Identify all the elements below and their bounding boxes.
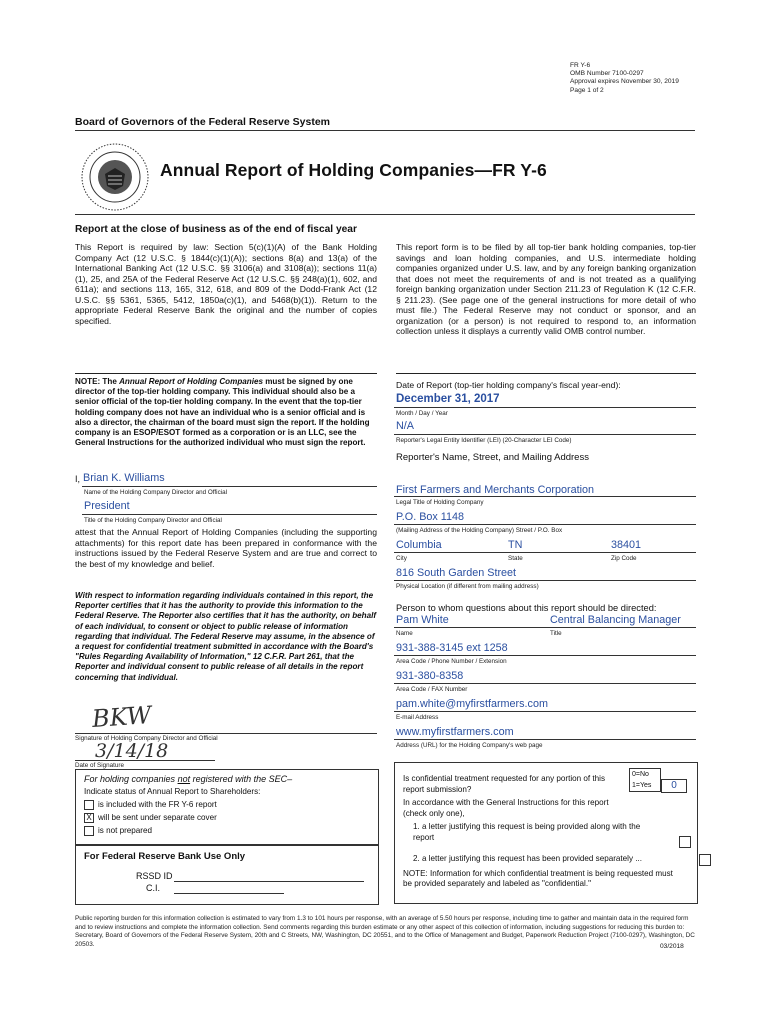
contact-name-field[interactable]: Pam White: [396, 614, 449, 626]
rssd-label: RSSD ID: [136, 871, 173, 881]
phone-field[interactable]: 931-388-3145 ext 1258: [396, 642, 508, 654]
divider: [75, 373, 377, 374]
intro-right-text: This report form is to be filed by all top-tier bank holding companies, top-tier savings and loan holding companies, and U.S. intermediate holding companies organized under U.S. law, and by any foreign banking organization that does not meet the requirements of and is not treated as a qualifying foreign banking organization under Section 211.23 of Regulation K (12 C.F.R. § 211.23). (See page one of the general instructions for more detail of who must file.) The Federal Reserve may not conduct or sponsor, and an organization (or a person) is not required to respond to, an information collection unless it displays a currently valid OMB control number.: [396, 242, 696, 336]
page-title: Annual Report of Holding Companies—FR Y-6: [160, 160, 547, 180]
date-of-signature-label: Date of Signature: [75, 762, 125, 769]
contact-heading: Person to whom questions about this report should be directed:: [396, 603, 657, 613]
report-heading: Report at the close of business as of the end of fiscal year: [75, 224, 357, 235]
website-label: Address (URL) for the Holding Company's web page: [396, 742, 543, 749]
frb-use-box: [75, 845, 379, 905]
consent-text: With respect to information regarding individuals contained in this report, the Reporter certifies that it has the authority to provide this information to the Federal Reserve. The Reporter also certifies that it has the authority, on behalf of each individual, to consent or object to public release of information regarding that individual. The Federal Reserve may assume, in the absence of a request for confidential treatment submitted in accordance with the Board's "Rules Regarding Availability of Information," 12 C.F.R. Part 261, that the Reporter and individual consent to public release of all details in the report concerning that individual.: [75, 591, 377, 682]
field-line: [394, 683, 696, 684]
lei-label: Reporter's Legal Entity Identifier (LEI) (20-Character LEI Code): [396, 437, 572, 444]
city-field[interactable]: Columbia: [396, 539, 442, 551]
email-label: E-mail Address: [396, 714, 439, 721]
field-line: [394, 407, 696, 408]
zip-field[interactable]: 38401: [611, 539, 642, 551]
field-line: [394, 711, 696, 712]
ci-label: C.I.: [146, 883, 161, 893]
federal-reserve-seal-icon: [80, 142, 150, 212]
field-line: [394, 434, 696, 435]
approval-expiry: Approval expires November 30, 2019: [570, 78, 679, 86]
contact-name-label: Name: [396, 630, 413, 637]
field-line: [394, 739, 696, 740]
contact-title-field[interactable]: Central Balancing Manager: [550, 614, 681, 626]
checkbox-icon[interactable]: [84, 826, 94, 836]
field-line: [82, 514, 377, 515]
signature-date[interactable]: 3/14/18: [95, 740, 169, 762]
burden-statement: Public reporting burden for this information collection is estimated to vary from 1.3 to 101 hours per response, with an average of 5.50 hours per response, including time to gather and maintain data in the required form and to review instructions and complete the information collection. Send comments regarding this burden estimate or any other aspect of this collection of information, including suggestions for reducing this burden to: Secretary, Board of Governors of the Federal Reserve System, 20th and C Streets, NW, Washington, DC 20551, and to the Office of Management and Budget, Paperwork Reduction Project (7100-0297), Washington, DC 20503.: [75, 915, 695, 948]
attestation-text: attest that the Annual Report of Holding Companies (including the supporting attachments) for this report date has been prepared in conformance with the instructions issued by the Federal Reserve System and are true and correct to the best of my knowledge and belief.: [75, 527, 377, 569]
sec-subheading: Indicate status of Annual Report to Shareholders:: [84, 787, 261, 796]
field-line: [394, 496, 696, 497]
i-prefix: I,: [75, 474, 81, 484]
fax-field[interactable]: 931-380-8358: [396, 670, 464, 682]
form-date: 03/2018: [660, 943, 684, 950]
confidential-note: NOTE: Information for which confidential treatment is being requested must be provided separately and labeled as "confidential.": [403, 869, 673, 888]
confidential-answer-field[interactable]: 0: [661, 779, 687, 793]
field-line: [394, 524, 696, 525]
divider: [75, 130, 695, 131]
director-title-label: Title of the Holding Company Director and Official: [84, 517, 222, 524]
confidential-option-1: 1. a letter justifying this request is being provided along with the report: [413, 822, 641, 842]
city-label: City: [396, 555, 407, 562]
director-name-field[interactable]: Brian K. Williams: [83, 472, 165, 484]
field-line: [75, 733, 377, 734]
date-of-report-heading: Date of Report (top-tier holding company's fiscal year-end):: [396, 380, 621, 390]
sec-option-separate[interactable]: X will be sent under separate cover: [84, 812, 217, 823]
website-field[interactable]: www.myfirstfarmers.com: [396, 726, 514, 738]
signature-label: Signature of Holding Company Director and Official: [75, 735, 218, 742]
director-name-label: Name of the Holding Company Director and Official: [84, 489, 228, 496]
answer-legend: 0=No 1=Yes: [629, 768, 661, 792]
checkbox-icon[interactable]: [84, 800, 94, 810]
physical-location-label: Physical Location (if different from mailing address): [396, 583, 539, 590]
sec-heading: For holding companies not registered with the SEC–: [84, 774, 293, 784]
field-line: [394, 655, 696, 656]
po-box-field[interactable]: P.O. Box 1148: [396, 511, 465, 523]
form-id: FR Y-6: [570, 62, 591, 69]
zip-label: Zip Code: [611, 555, 637, 562]
ci-field[interactable]: [174, 893, 284, 894]
phone-label: Area Code / Phone Number / Extension: [396, 658, 507, 665]
form-header-info: [570, 62, 679, 95]
mailing-address-label: (Mailing Address of the Holding Company) Street / P.O. Box: [396, 527, 563, 534]
confidential-option-2: 2. a letter justifying this request has been provided separately ...: [413, 854, 643, 863]
physical-location-field[interactable]: 816 South Garden Street: [396, 567, 517, 579]
page-number: Page 1 of 2: [570, 86, 604, 94]
company-name-field[interactable]: First Farmers and Merchants Corporation: [396, 484, 595, 496]
divider: [75, 214, 695, 215]
report-date-field[interactable]: December 31, 2017: [396, 393, 500, 405]
director-title-field[interactable]: President: [84, 500, 130, 512]
rssd-field[interactable]: [174, 881, 364, 882]
lei-field[interactable]: N/A: [396, 420, 414, 432]
checkbox-icon[interactable]: [679, 836, 691, 848]
email-field[interactable]: pam.white@myfirstfarmers.com: [396, 698, 548, 710]
address-heading: Reporter's Name, Street, and Mailing Address: [396, 452, 589, 463]
board-name: Board of Governors of the Federal Reserve System: [75, 116, 330, 128]
divider: [396, 373, 696, 374]
state-label: State: [508, 555, 523, 562]
confidential-instructions: In accordance with the General Instructions for this report: [403, 798, 609, 807]
confidential-treatment-box: [394, 762, 698, 904]
sec-status-box: [75, 769, 379, 845]
state-field[interactable]: TN: [508, 539, 523, 551]
omb-number: OMB Number 7100-0297: [570, 70, 644, 78]
field-line: [394, 552, 696, 553]
signing-note: NOTE: The Annual Report of Holding Companies must be signed by one director of the top-tier holding company. This individual should also be a senior official of the top-tier holding company. In the event that the top-tier holding company does not have an individual who is a senior official and is also a director, the chairman of the board must sign the report. If the holding company is an ESOP/ESOT formed as a corporation or is an LLC, see the General Instructions for the authorized individual who must sign the report.: [75, 377, 370, 448]
checkbox-icon[interactable]: [699, 854, 711, 866]
intro-left-text: This Report is required by law: Section 5(c)(1)(A) of the Bank Holding Company Act (12 U.S.C. § 1844(c)(1)(A)); sections 8(a) and 13(a) of the International Banking Act (12 U.S.C. §§ 3106(a) and 3108(a)); sections 11(a)(1), 25, and 25A of the Federal Reserve Act (12 U.S.C. §§ 248(a)(1), 602, and 611a); and sections 113, 165, 312, 618, and 809 of the Dodd-Frank Act (12 U.S.C. §§ 5361, 5365, 5412, 1850a(c)(1), and 5468(b)(1)). Return to the appropriate Federal Reserve Bank the original and the number of copies specified.: [75, 242, 377, 326]
director-signature[interactable]: BKW: [91, 700, 153, 734]
frb-heading: For Federal Reserve Bank Use Only: [84, 851, 246, 862]
contact-title-label: Title: [550, 630, 562, 637]
field-line: [75, 760, 215, 761]
field-line: [394, 627, 696, 628]
confidential-question: Is confidential treatment requested for any portion of this report submission?: [403, 774, 606, 794]
fax-label: Area Code / FAX Number: [396, 686, 468, 693]
sec-option-not-prepared[interactable]: is not prepared: [84, 825, 152, 836]
field-line: [82, 486, 377, 487]
sec-option-included[interactable]: is included with the FR Y-6 report: [84, 799, 217, 810]
month-day-year-label: Month / Day / Year: [396, 410, 448, 417]
company-name-label: Legal Title of Holding Company: [396, 499, 484, 506]
check-only-one: (check only one),: [403, 809, 465, 818]
checkbox-checked-icon[interactable]: X: [84, 813, 94, 823]
field-line: [394, 580, 696, 581]
